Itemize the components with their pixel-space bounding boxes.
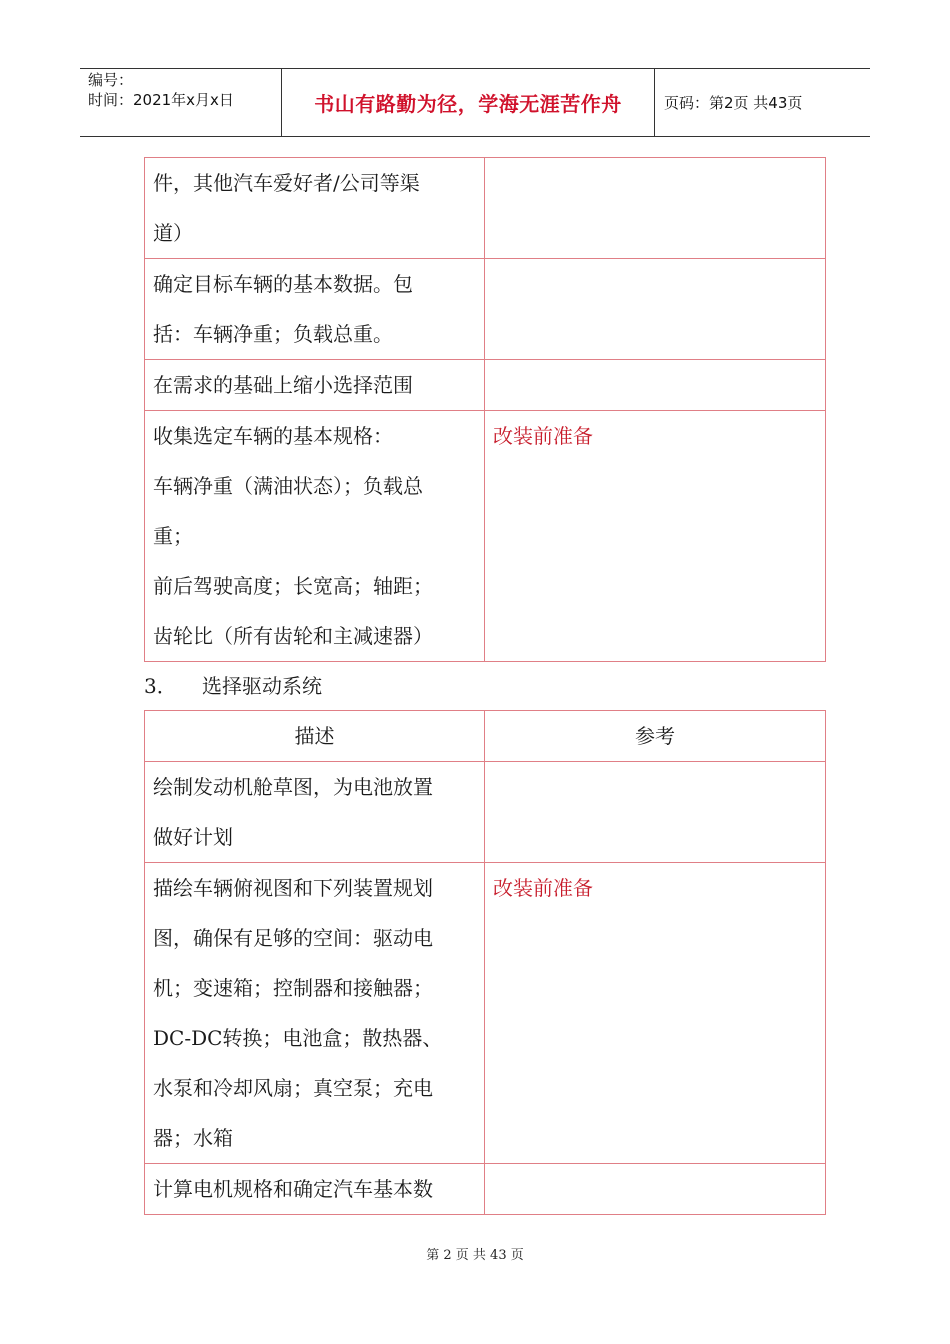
desc-cell (145, 863, 485, 1164)
ref-cell: 改装前准备 (485, 863, 826, 1164)
desc-line: 前后驾驶高度；长宽高；轴距； (153, 574, 433, 598)
requirements-table (144, 157, 826, 662)
desc-cell (145, 411, 485, 662)
desc-line: 收集选定车辆的基本规格： (153, 424, 393, 448)
desc-line: 件，其他汽车爱好者/公司等渠 (153, 171, 420, 195)
desc-line: 计算电机规格和确定汽车基本数 (153, 1177, 433, 1201)
desc-line: 做好计划 (153, 825, 233, 849)
table-row (145, 259, 826, 360)
desc-line: 在需求的基础上缩小选择范围 (153, 373, 413, 397)
desc-cell (145, 1164, 485, 1215)
ref-cell (485, 158, 826, 259)
desc-line: 绘制发动机舱草图，为电池放置 (153, 775, 433, 799)
section-number: 3． (144, 674, 177, 698)
ref-cell (485, 762, 826, 863)
drive-system-table (144, 710, 826, 1215)
table-row (145, 863, 826, 1164)
header-motto: 书山有路勤为径，学海无涯苦作舟 (314, 91, 622, 116)
ref-cell (485, 259, 826, 360)
table-row (145, 158, 826, 259)
doc-number-label: 编号： (88, 71, 134, 89)
table-row (145, 762, 826, 863)
section-heading (144, 662, 322, 710)
desc-cell (145, 762, 485, 863)
desc-line: 道） (153, 221, 193, 245)
desc-line: 确定目标车辆的基本数据。包 (153, 272, 413, 296)
table-row (145, 411, 826, 662)
desc-cell (145, 360, 485, 411)
desc-line: 括：车辆净重；负载总重。 (153, 322, 393, 346)
header-bottom-rule (80, 136, 870, 137)
column-header-ref: 参考 (485, 711, 826, 762)
desc-line: 描绘车辆俯视图和下列装置规划 (153, 876, 433, 900)
table-row (145, 1164, 826, 1215)
ref-cell (485, 360, 826, 411)
column-header-desc: 描述 (145, 711, 485, 762)
table-header-row (145, 711, 826, 762)
page-footer: 第 2 页 共 43 页 (426, 1248, 524, 1263)
desc-cell (145, 158, 485, 259)
table-row (145, 360, 826, 411)
desc-line: 图，确保有足够的空间：驱动电 (153, 926, 433, 950)
desc-line: 齿轮比（所有齿轮和主减速器） (153, 624, 433, 648)
section-title: 选择驱动系统 (202, 674, 322, 698)
header-divider-right (654, 68, 655, 136)
desc-line: 水泵和冷却风扇；真空泵；充电 (153, 1076, 433, 1100)
desc-line: 车辆净重（满油状态）；负载总 (153, 474, 423, 498)
desc-line: 重； (153, 524, 193, 548)
header-meta (88, 70, 278, 110)
desc-cell (145, 259, 485, 360)
header-page-info: 页码：第2页 共43页 (664, 93, 803, 112)
ref-cell (485, 1164, 826, 1215)
doc-date-label: 时间：2021年x月x日 (88, 91, 234, 109)
desc-line: DC-DC转换；电池盒；散热器、 (153, 1026, 443, 1050)
desc-line: 机；变速箱；控制器和接触器； (153, 976, 433, 1000)
desc-line: 器；水箱 (153, 1126, 233, 1150)
ref-cell: 改装前准备 (485, 411, 826, 662)
